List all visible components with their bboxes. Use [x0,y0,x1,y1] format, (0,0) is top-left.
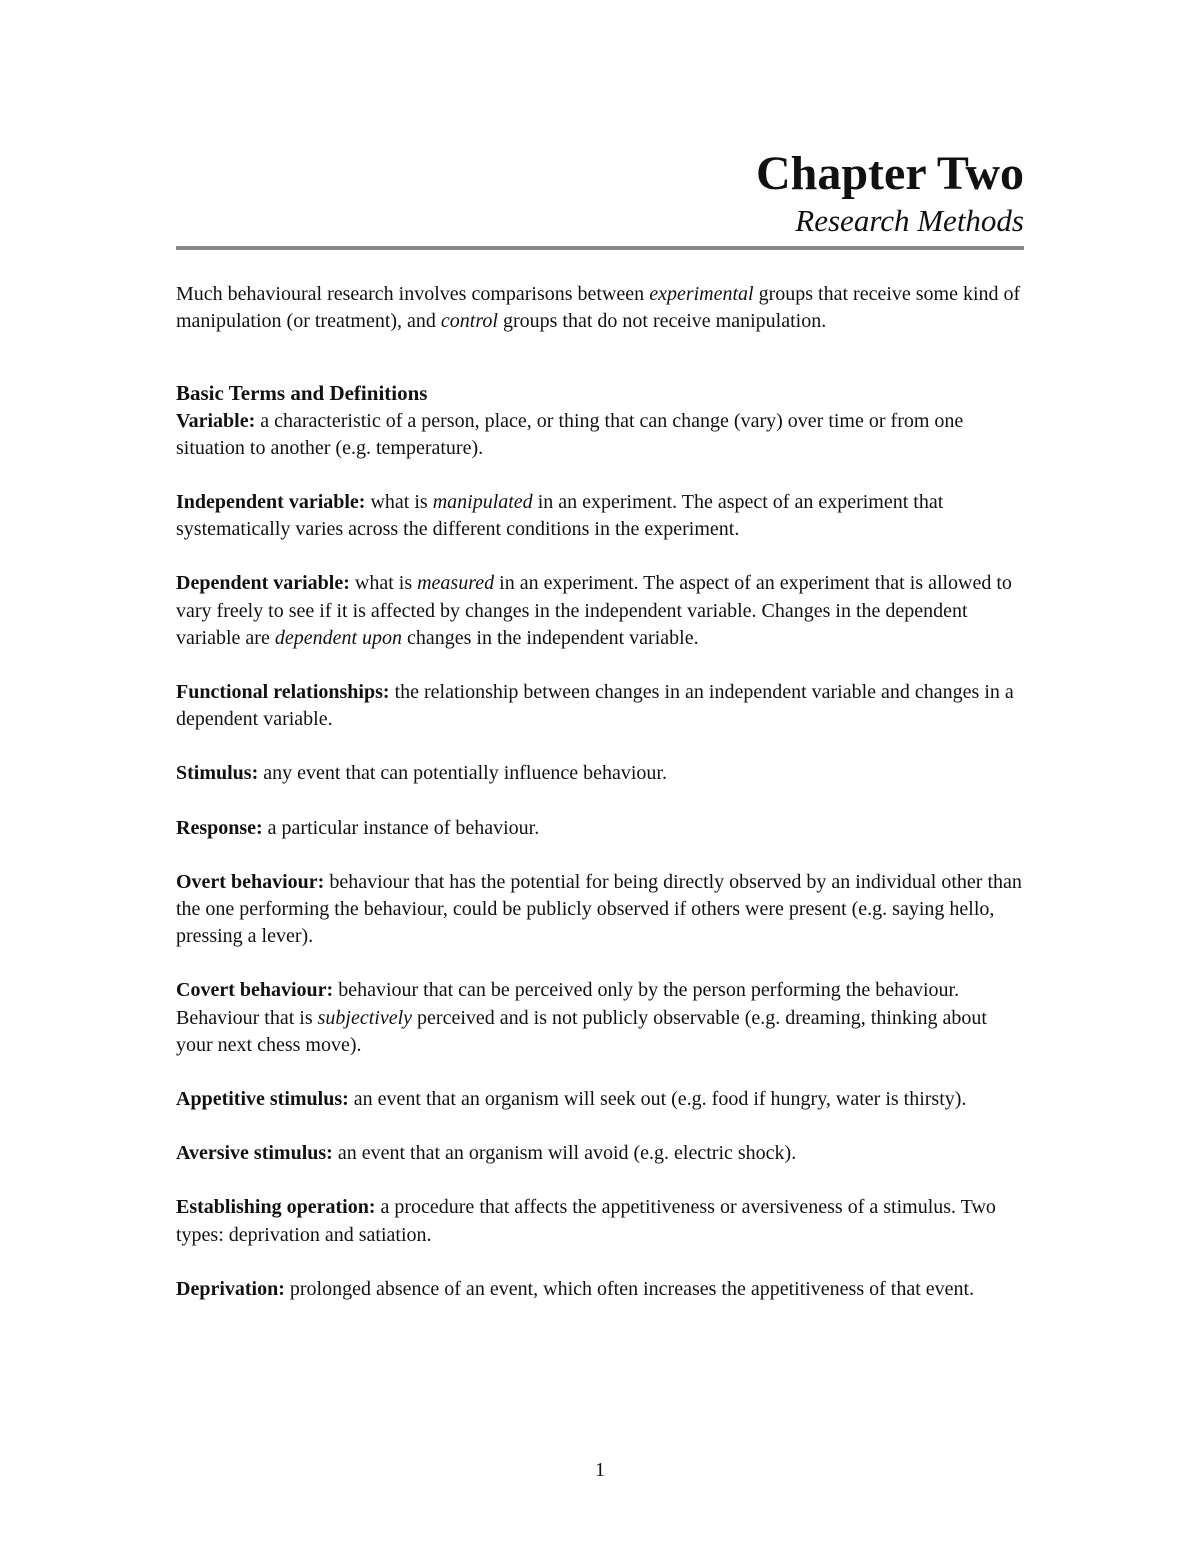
definition-text: behaviour that can be perceived only by the person performing the behaviour. Behaviour that is [176,979,960,1029]
term: Establishing operation: [176,1196,376,1219]
definition-overt-behaviour [176,869,1026,951]
definition-text: an event that an organism will avoid (e.g. electric shock). [332,1142,797,1165]
definition-emphasis: manipulated [432,491,533,514]
definition-emphasis: dependent upon [274,626,403,649]
document-body [176,281,1026,1330]
intro-emphasis-experimental: experimental [649,283,754,305]
definition-dependent-variable [176,570,1026,652]
definition-independent-variable [176,489,1026,543]
definition-aversive-stimulus [176,1140,1026,1167]
definition-variable [176,408,1026,462]
intro-paragraph [176,281,1026,335]
definition-emphasis: measured [417,572,495,595]
definition-text: changes in the independent variable. [402,626,699,649]
definition-deprivation [176,1276,1026,1303]
chapter-header [176,145,1024,239]
definition-emphasis: subjectively [317,1006,413,1029]
term: Overt behaviour: [176,870,325,893]
chapter-subtitle: Research Methods [795,203,1024,238]
intro-emphasis-control: control [440,310,498,333]
definition-text: a particular instance of behaviour. [262,816,540,839]
definition-text: perceived and is not publicly observable (e.g. dreaming, thinking about your next chess move). [176,1006,987,1056]
term: Variable: [176,409,256,432]
definition-text: what is [349,572,418,595]
term: Stimulus: [176,762,259,785]
definition-text: behaviour that has the potential for being directly observed by an individual other than the one performing the behaviour, could be publicly observed if others were present (e.g. saying hello, pressing a lever). [176,870,1022,948]
term: Functional relationships: [176,681,390,704]
term: Independent variable: [176,491,366,514]
definition-text: prolonged absence of an event, which often increases the appetitiveness of that event. [284,1277,975,1300]
intro-text: groups that do not receive manipulation. [497,310,827,333]
term: Appetitive stimulus: [176,1088,349,1111]
definition-text: a procedure that affects the appetitiveness or aversiveness of a stimulus. Two types: deprivation and satiation. [176,1196,996,1246]
term: Covert behaviour: [176,979,334,1002]
definition-text: an event that an organism will seek out (e.g. food if hungry, water is thirsty). [348,1088,967,1111]
term: Deprivation: [176,1277,285,1300]
definition-text: the relationship between changes in an independent variable and changes in a dependent variable. [176,681,1014,731]
definition-text: a characteristic of a person, place, or thing that can change (vary) over time or from one situation to another (e.g. temperature). [176,409,964,459]
header-divider [176,246,1024,250]
definition-text: any event that can potentially influence behaviour. [258,762,667,785]
term: Aversive stimulus: [176,1142,333,1165]
intro-text: Much behavioural research involves comparisons between [176,283,650,305]
term: Response: [176,816,263,839]
definition-functional-relationships [176,679,1026,733]
definition-text: what is [365,491,433,514]
section-heading: Basic Terms and Definitions [176,381,428,406]
definition-text: in an experiment. The aspect of an experiment that systematically varies across the different conditions in the experiment. [176,491,944,541]
chapter-title: Chapter Two [755,147,1024,200]
page-number: 1 [595,1459,605,1481]
definition-response [176,815,1026,842]
definition-appetitive-stimulus [176,1086,1026,1113]
intro-text: groups that receive some kind of manipulation (or treatment), and [176,283,1021,333]
term: Dependent variable: [176,572,350,595]
definition-stimulus [176,760,1026,787]
definition-establishing-operation [176,1194,1026,1248]
definition-covert-behaviour [176,977,1026,1059]
definition-text: in an experiment. The aspect of an experiment that is allowed to vary freely to see if it is affected by changes in the independent variable. Changes in the dependent variable are [176,572,1012,649]
